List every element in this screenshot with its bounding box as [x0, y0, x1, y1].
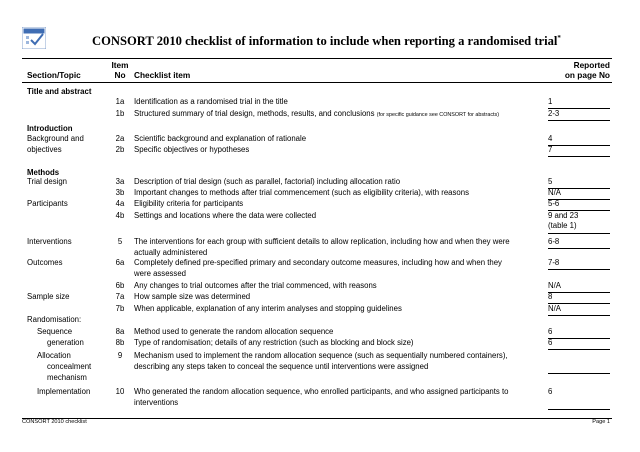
reported-page-field[interactable]	[548, 351, 610, 374]
reported-page-field[interactable]: N/A	[548, 188, 610, 200]
topic-sample-size: Sample size	[27, 292, 70, 301]
item-description: When applicable, explanation of any interim analyses and stopping guidelines	[134, 304, 402, 313]
reported-page-field[interactable]: N/A	[548, 281, 610, 293]
title-footnote-mark: *	[557, 34, 561, 42]
section-methods: Methods	[27, 168, 60, 177]
item-description: How sample size was determined	[134, 292, 251, 301]
reported-page-value: 9 and 23	[548, 211, 579, 220]
reported-page-field[interactable]: 7	[548, 145, 610, 157]
reported-page-field[interactable]: 6-8	[548, 237, 610, 249]
reported-page-table-ref: (table 1)	[548, 221, 577, 231]
item-number: 7a	[115, 292, 125, 301]
item-description	[134, 258, 538, 279]
item-description	[134, 387, 538, 408]
item-number: 3a	[115, 177, 125, 186]
item-text-line2: interventions	[134, 397, 179, 407]
item-number: 8a	[115, 327, 125, 336]
topic-randomisation: Randomisation:	[27, 315, 82, 324]
header-reported-page	[548, 60, 610, 80]
footer-rule	[22, 418, 612, 419]
item-number: 2a	[115, 134, 125, 143]
reported-page-field[interactable]: 8	[548, 292, 610, 304]
item-text-line2: describing any steps taken to conceal the sequence until interventions were assigned	[134, 361, 429, 371]
item-number: 3b	[115, 188, 125, 197]
reported-page-field[interactable]: 7-8	[548, 258, 610, 270]
item-description: Description of trial design (such as parallel, factorial) including allocation ratio	[134, 177, 401, 186]
item-text-line1: The interventions for each group with sufficient details to allow replication, including how and when they were	[134, 237, 510, 246]
header-no-label: No	[114, 70, 126, 80]
reported-page-field[interactable]: 2-3	[548, 109, 610, 121]
item-description: Eligibility criteria for participants	[134, 199, 244, 208]
header-page-no-label: on page No	[564, 70, 610, 80]
topic-participants: Participants	[27, 199, 68, 208]
topic-concealment: concealment	[47, 362, 92, 371]
reported-page-field[interactable]: 6	[548, 327, 610, 339]
item-description: Scientific background and explanation of rationale	[134, 134, 307, 143]
topic-trial-design: Trial design	[27, 177, 68, 186]
item-description	[134, 237, 538, 258]
topic-allocation: Allocation	[37, 351, 71, 360]
header-item-no	[106, 60, 134, 80]
item-text-line1: Who generated the random allocation sequence, who enrolled participants, and who assigned participants to	[134, 387, 509, 396]
item-number: 7b	[115, 304, 125, 313]
item-description: Method used to generate the random allocation sequence	[134, 327, 334, 336]
consort-logo-icon	[22, 27, 46, 49]
reported-page-field[interactable]: 5-6	[548, 199, 610, 211]
item-number: 9	[117, 351, 123, 360]
item-number: 8b	[115, 338, 125, 347]
reported-page-field[interactable]	[548, 211, 610, 234]
topic-mechanism: mechanism	[47, 373, 87, 382]
item-description: Settings and locations where the data were collected	[134, 211, 317, 220]
topic-interventions: Interventions	[27, 237, 72, 246]
item-number: 5	[117, 237, 123, 246]
item-description: Type of randomisation; details of any restriction (such as blocking and block size)	[134, 338, 414, 347]
reported-page-field[interactable]: 1	[548, 97, 610, 109]
topic-generation: generation	[47, 338, 84, 347]
header-bottom-rule	[22, 82, 612, 83]
item-number: 1b	[115, 109, 125, 118]
document-title	[92, 34, 561, 49]
reported-page-field[interactable]: 6	[548, 387, 610, 410]
item-text-line2: actually administered	[134, 247, 208, 257]
item-number: 4b	[115, 211, 125, 220]
header-item-label: Item	[111, 60, 129, 70]
topic-background: Background and	[27, 134, 84, 143]
header-top-rule	[22, 58, 612, 59]
topic-sequence: Sequence	[37, 327, 73, 336]
item-text-line1: Completely defined pre-specified primary and secondary outcome measures, including how and when they	[134, 258, 502, 267]
item-number: 10	[115, 387, 125, 396]
item-text-line1: Mechanism used to implement the random allocation sequence (such as sequentially numbered containers),	[134, 351, 508, 360]
document-title-text: CONSORT 2010 checklist of information to include when reporting a randomised trial	[92, 34, 558, 49]
topic-objectives: objectives	[27, 145, 62, 154]
item-number: 6a	[115, 258, 125, 267]
item-text: Structured summary of trial design, methods, results, and conclusions	[134, 109, 375, 118]
topic-implementation: Implementation	[37, 387, 91, 396]
item-description: Any changes to trial outcomes after the trial commenced, with reasons	[134, 281, 377, 290]
item-description: Identification as a randomised trial in the title	[134, 97, 288, 106]
item-number: 6b	[115, 281, 125, 290]
header-checklist-item: Checklist item	[134, 70, 191, 80]
section-title-abstract: Title and abstract	[27, 87, 92, 96]
reported-page-field[interactable]: N/A	[548, 304, 610, 316]
header-section-topic: Section/Topic	[27, 70, 81, 80]
topic-outcomes: Outcomes	[27, 258, 63, 267]
item-description	[134, 109, 538, 121]
item-number: 1a	[115, 97, 125, 106]
item-number: 4a	[115, 199, 125, 208]
item-description	[134, 351, 538, 372]
reported-page-field[interactable]: 5	[548, 177, 610, 189]
footer-document-name: CONSORT 2010 checklist	[22, 419, 87, 425]
abstract-guidance-note: (for specific guidance see CONSORT for abstracts)	[376, 112, 500, 118]
reported-page-field[interactable]: 4	[548, 134, 610, 146]
item-number: 2b	[115, 145, 125, 154]
section-introduction: Introduction	[27, 124, 73, 133]
footer-page-number: Page 1	[592, 419, 610, 425]
header-reported-label: Reported	[573, 60, 610, 70]
reported-page-field[interactable]: 6	[548, 338, 610, 350]
item-text-line2: were assessed	[134, 268, 187, 278]
item-description: Specific objectives or hypotheses	[134, 145, 250, 154]
item-description: Important changes to methods after trial commencement (such as eligibility criteria), with reasons	[134, 188, 469, 197]
